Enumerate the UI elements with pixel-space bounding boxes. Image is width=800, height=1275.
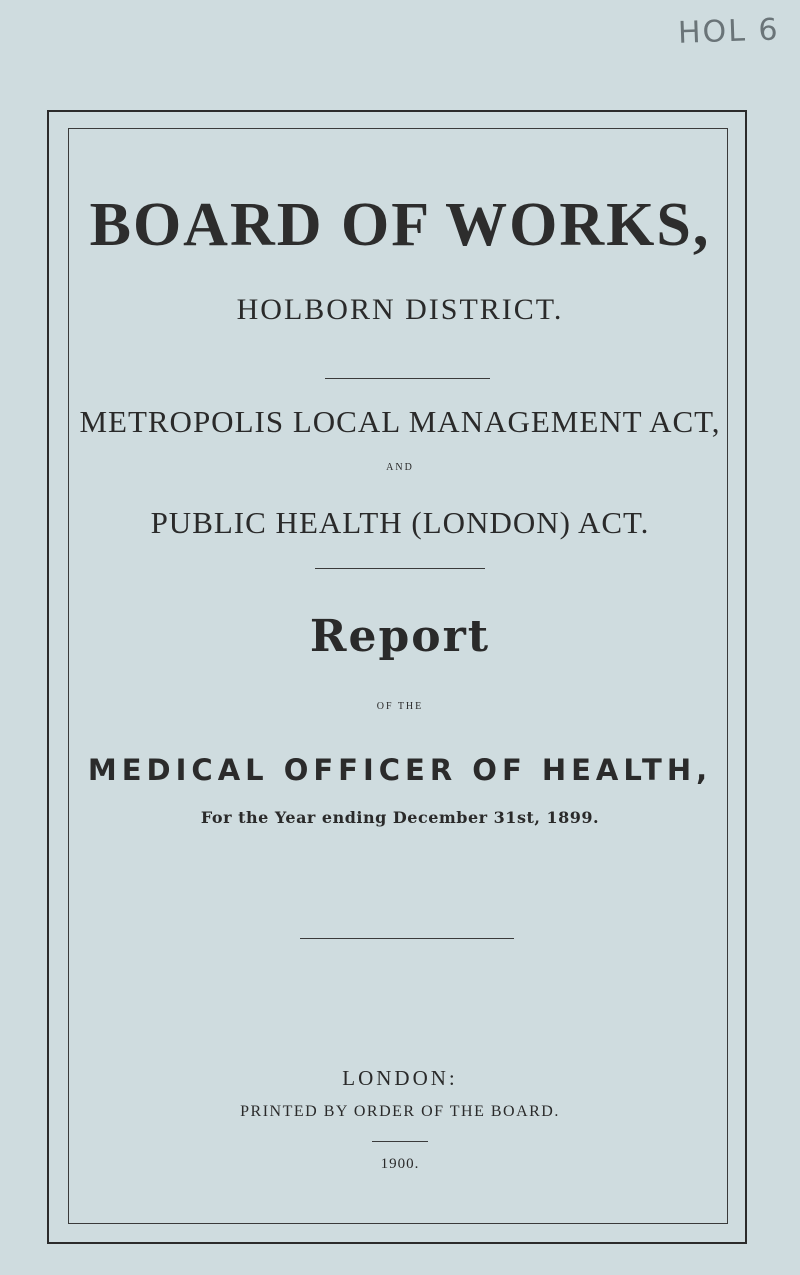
officer-title: MEDICAL OFFICER OF HEALTH, bbox=[87, 753, 713, 787]
imprint-city: LONDON: bbox=[342, 1066, 458, 1090]
report-year-line: For the Year ending December 31st, 1899. bbox=[200, 808, 600, 827]
imprint-printer: PRINTED BY ORDER OF THE BOARD. bbox=[240, 1103, 560, 1120]
imprint-year: 1900. bbox=[380, 1156, 420, 1172]
act-title-1: METROPOLIS LOCAL MANAGEMENT ACT, bbox=[79, 404, 721, 439]
of-the-connector: OF THE bbox=[376, 701, 424, 712]
report-heading: Report bbox=[309, 611, 491, 662]
conjunction-and: AND bbox=[386, 462, 414, 473]
handwritten-shelf-mark: HOL 6 bbox=[677, 12, 781, 51]
page-title: BOARD OF WORKS, bbox=[89, 191, 711, 259]
divider-rule-1 bbox=[325, 378, 490, 379]
district-subtitle: HOLBORN DISTRICT. bbox=[236, 293, 564, 326]
act-title-2: PUBLIC HEALTH (LONDON) ACT. bbox=[150, 505, 650, 540]
divider-rule-4 bbox=[372, 1141, 428, 1142]
divider-rule-2 bbox=[315, 568, 485, 569]
divider-rule-3 bbox=[300, 938, 514, 939]
